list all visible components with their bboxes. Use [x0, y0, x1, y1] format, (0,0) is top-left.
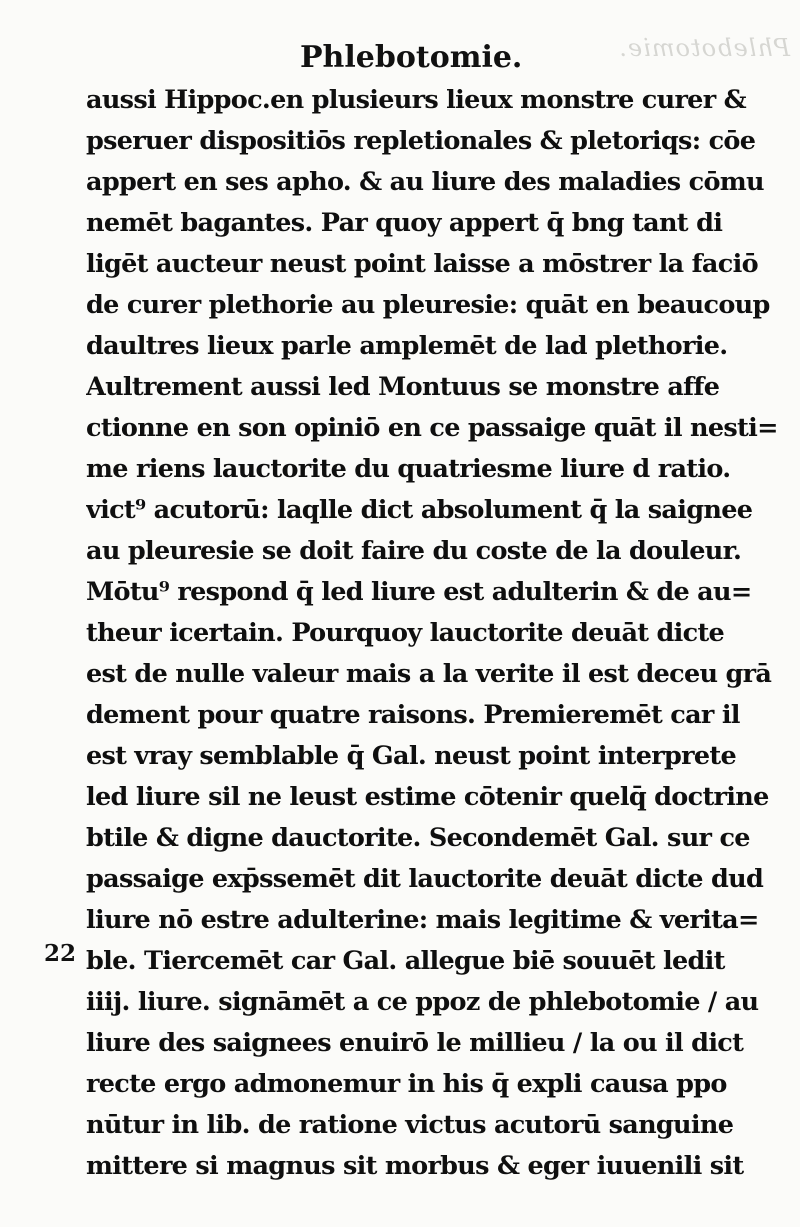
text-line: liure des saignees enuirō le millieu / la ou il dict — [86, 1028, 744, 1058]
bleedthrough-text: Phlebotomie. — [618, 34, 790, 62]
text-line: recte ergo admonemur in his q̄ expli causa ppo — [86, 1069, 727, 1099]
text-line: est vray semblable q̄ Gal. neust point interprete — [86, 741, 736, 771]
text-line: mittere si magnus sit morbus & eger iuuenili sit — [86, 1151, 744, 1181]
text-line: passaige exp̄ssemēt dit lauctorite deuāt dicte dud — [86, 864, 764, 894]
text-line: dement pour quatre raisons. Premieremēt car il — [86, 700, 740, 730]
text-line: Mōtu⁹ respond q̄ led liure est adulterin & de au= — [86, 577, 752, 607]
text-line: pseruer dispositiōs repletionales & pletoriqs: cōe — [86, 126, 756, 156]
margin-number: 22 — [44, 940, 77, 967]
text-line: vict⁹ acutorū: laqlle dict absolument q̄ la saignee — [86, 495, 753, 525]
text-line: theur icertain. Pourquoy lauctorite deuāt dicte — [86, 618, 725, 648]
text-line: au pleuresie se doit faire du coste de la douleur. — [86, 536, 742, 566]
text-line: liure nō estre adulterine: mais legitime & verita= — [86, 905, 759, 935]
text-line: est de nulle valeur mais a la verite il est deceu grā — [86, 659, 772, 689]
text-line: ligēt aucteur neust point laisse a mōstrer la faciō — [86, 249, 758, 279]
text-line: led liure sil ne leust estime cōtenir quelq̄ doctrine — [86, 782, 769, 812]
text-line: de curer plethorie au pleuresie: quāt en beaucoup — [86, 290, 770, 320]
text-line: iiij. liure. signāmēt a ce ppoz de phlebotomie / au — [86, 987, 759, 1017]
text-line: nūtur in lib. de ratione victus acutorū sanguine — [86, 1110, 734, 1140]
text-line: Aultrement aussi led Montuus se monstre affe — [86, 372, 720, 402]
text-line: ble. Tiercemēt car Gal. allegue biē souuēt ledit — [86, 946, 725, 976]
text-line: aussi Hippoc.en plusieurs lieux monstre curer & — [86, 85, 746, 115]
text-line: ctionne en son opiniō en ce passaige quāt il nesti= — [86, 413, 778, 443]
page-header: Phlebotomie. — [300, 40, 523, 75]
text-line: me riens lauctorite du quatriesme liure d ratio. — [86, 454, 731, 484]
text-line: btile & digne dauctorite. Secondemēt Gal. sur ce — [86, 823, 750, 853]
text-line: nemēt bagantes. Par quoy appert q̄ bng tant di — [86, 208, 723, 238]
text-line: daultres lieux parle amplemēt de lad plethorie. — [86, 331, 728, 361]
text-line: appert en ses apho. & au liure des maladies cōmu — [86, 167, 764, 197]
body-text — [86, 80, 778, 1190]
